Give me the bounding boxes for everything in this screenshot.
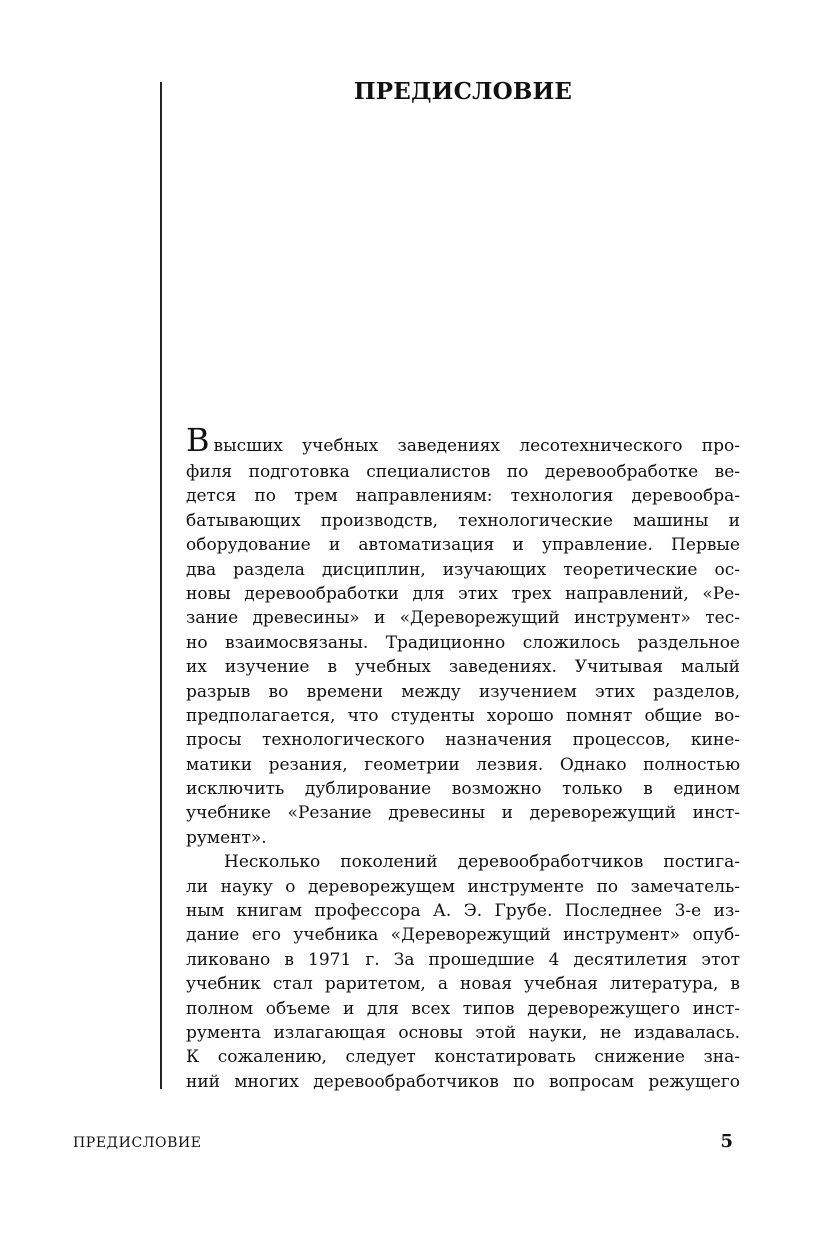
text-line: но взаимосвязаны. Традиционно сложилось раздельное bbox=[186, 632, 740, 653]
text-line: исключить дублирование возможно только в едином bbox=[186, 779, 740, 800]
body-text bbox=[186, 420, 740, 1094]
page-number: 5 bbox=[720, 1131, 733, 1152]
text-line: ний многих деревообработчиков по вопросам режущего bbox=[186, 1071, 740, 1092]
text-line: оборудование и автоматизация и управление. Первые bbox=[186, 535, 740, 556]
text-line: батывающих производств, технологические машины и bbox=[186, 510, 740, 531]
chapter-title: ПРЕДИСЛОВИЕ bbox=[353, 78, 573, 105]
text-line: румент». bbox=[186, 827, 267, 848]
dropcap: В bbox=[186, 421, 210, 459]
text-line: Несколько поколений деревообработчиков постига- bbox=[224, 852, 740, 873]
first-line bbox=[186, 420, 740, 460]
text-line: румента излагающая основы этой науки, не издавалась. bbox=[186, 1022, 740, 1043]
first-line-text: высших учебных заведениях лесотехнического про- bbox=[213, 436, 740, 456]
text-line: К сожалению, следует констатировать снижение зна- bbox=[186, 1047, 740, 1068]
text-line: дется по трем направлениям: технология деревообра- bbox=[186, 486, 740, 507]
text-line: учебнике «Резание древесины и дереворежущий инст- bbox=[186, 803, 740, 824]
text-line: ли науку о дереворежущем инструменте по замечатель- bbox=[186, 876, 740, 897]
text-line: учебник стал раритетом, а новая учебная литература, в bbox=[186, 974, 740, 995]
text-line: дание его учебника «Дереворежущий инструмент» опуб- bbox=[186, 925, 740, 946]
text-line: филя подготовка специалистов по деревообработке ве- bbox=[186, 462, 740, 482]
text-line: зание древесины» и «Дереворежущий инструмент» тес- bbox=[186, 608, 740, 629]
text-line: матики резания, геометрии лезвия. Однако полностью bbox=[186, 754, 740, 775]
text-line: предполагается, что студенты хорошо помнят общие во- bbox=[186, 705, 740, 726]
text-line: просы технологического назначения процессов, кине- bbox=[186, 730, 740, 751]
text-line: ликовано в 1971 г. За прошедшие 4 десятилетия этот bbox=[186, 949, 740, 970]
text-line: полном объеме и для всех типов дереворежущего инст- bbox=[186, 998, 740, 1019]
text-line: ным книгам профессора А. Э. Грубе. Последнее 3-е из- bbox=[186, 901, 740, 922]
text-line: два раздела дисциплин, изучающих теоретические ос- bbox=[186, 559, 740, 580]
text-line: новы деревообработки для этих трех направлений, «Ре- bbox=[186, 583, 740, 604]
text-line: разрыв во времени между изучением этих разделов, bbox=[186, 681, 740, 702]
text-line: их изучение в учебных заведениях. Учитывая малый bbox=[186, 657, 740, 678]
running-footer-title: ПРЕДИСЛОВИЕ bbox=[73, 1135, 202, 1151]
margin-rule bbox=[160, 82, 162, 1089]
